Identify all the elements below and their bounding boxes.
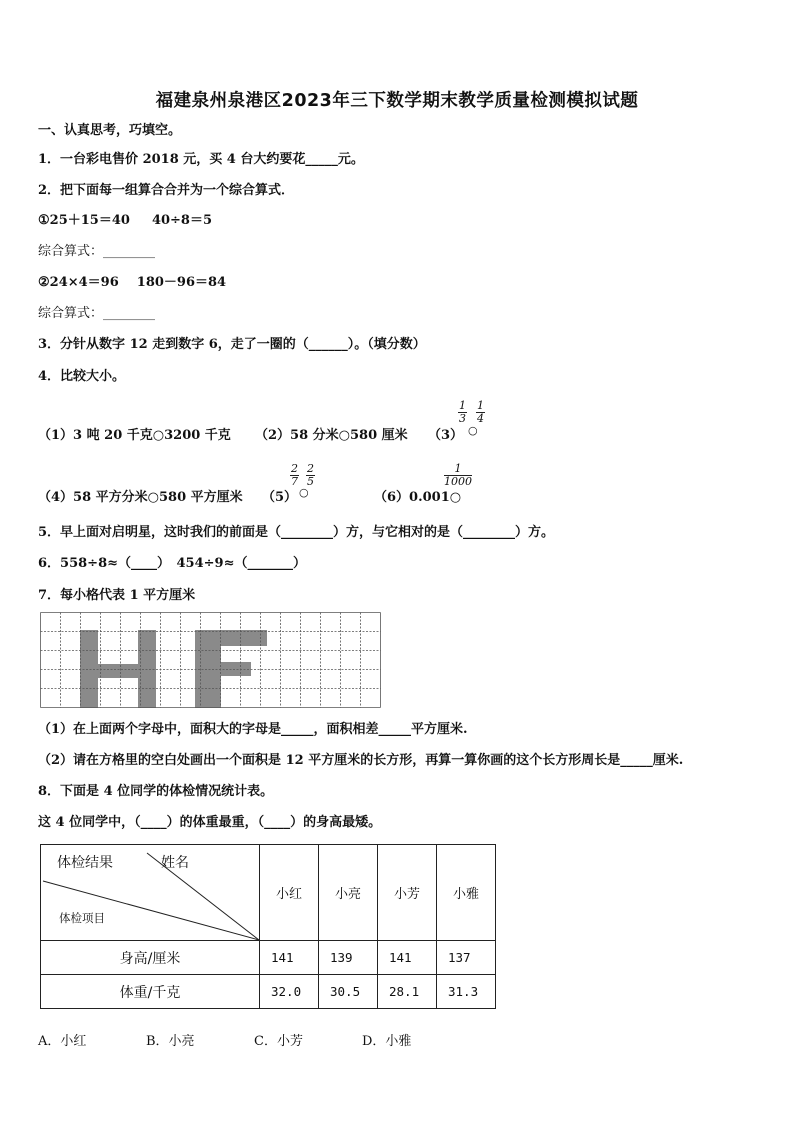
fraction-1-3 bbox=[458, 400, 467, 425]
q4-item-4: （4）58 平方分米○580 平方厘米 bbox=[38, 490, 243, 505]
table-row bbox=[41, 975, 496, 1009]
fraction-numerator: 1 bbox=[477, 399, 484, 412]
table-cell: 141 bbox=[378, 941, 437, 975]
fraction-1-1000 bbox=[444, 463, 472, 488]
table-cell: 30.5 bbox=[319, 975, 378, 1009]
letter-block bbox=[98, 664, 138, 678]
fraction-2-5 bbox=[306, 463, 315, 488]
row-label: 身高/厘米 bbox=[41, 941, 260, 975]
q2-answer-2: 综合算式：________ bbox=[38, 306, 156, 321]
table-header-row bbox=[41, 845, 496, 941]
q2-group-1-eq-b: 40÷8＝5 bbox=[151, 213, 213, 228]
header-item-label: 体检项目 bbox=[59, 911, 105, 925]
header-result-label: 体检结果 bbox=[57, 855, 113, 871]
q2-group-2-number: ② bbox=[38, 275, 50, 290]
fraction-1-4 bbox=[476, 400, 485, 425]
option-a: A．小红 bbox=[38, 1034, 87, 1049]
letter-cells bbox=[80, 630, 267, 708]
question-5: 5．早上面对启明星，这时我们的前面是（________）方，与它相对的是（________）方。 bbox=[38, 525, 555, 540]
diagonal-header-cell bbox=[41, 845, 260, 941]
option-b: B．小亮 bbox=[146, 1034, 195, 1049]
section-heading: 一、认真思考，巧填空。 bbox=[38, 123, 182, 138]
q4-item-6-label: （6）0.001○ bbox=[374, 490, 462, 505]
q2-group-2-eq-b: 180－96＝84 bbox=[136, 275, 227, 290]
name-cell: 小芳 bbox=[378, 845, 437, 941]
question-3: 3．分针从数字 12 走到数字 6，走了一圈的（______）。（填分数） bbox=[38, 337, 426, 352]
q2-group-1-eq-a: 25＋15＝40 bbox=[49, 213, 130, 228]
page-title: 福建泉州泉港区2023年三下数学期末教学质量检测模拟试题 bbox=[155, 91, 639, 111]
letter-block bbox=[80, 630, 98, 708]
q4-item-1: （1）3 吨 20 千克○3200 千克 bbox=[38, 428, 231, 443]
fraction-numerator: 1 bbox=[444, 463, 472, 476]
header-name-label: 姓名 bbox=[161, 855, 189, 871]
q4-item-2: （2）58 分米○580 厘米 bbox=[255, 428, 408, 443]
fraction-numerator: 1 bbox=[459, 399, 466, 412]
square-grid bbox=[40, 612, 382, 708]
q4-item-3-label: （3） bbox=[428, 428, 464, 443]
q2-group-1-number: ① bbox=[38, 213, 50, 228]
q7-sub-2: （2）请在方格里的空白处画出一个面积是 12 平方厘米的长方形，再算一算你画的这个长方形周长是_____厘米. bbox=[38, 753, 684, 768]
letter-block bbox=[221, 662, 251, 676]
name-cell: 小红 bbox=[260, 845, 319, 941]
fraction-numerator: 2 bbox=[307, 462, 314, 475]
letter-block bbox=[195, 630, 221, 708]
fraction-denominator: 3 bbox=[459, 412, 466, 425]
table-cell: 31.3 bbox=[437, 975, 496, 1009]
q2-group-2-eq-a: 24×4＝96 bbox=[49, 275, 119, 290]
row-label: 体重/千克 bbox=[41, 975, 260, 1009]
question-4: 4．比较大小。 bbox=[38, 369, 126, 384]
table-cell: 32.0 bbox=[260, 975, 319, 1009]
name-cell: 小雅 bbox=[437, 845, 496, 941]
option-d: D．小雅 bbox=[362, 1034, 412, 1049]
question-2: 2．把下面每一组算合合并为一个综合算式． bbox=[38, 183, 295, 198]
option-c: C．小芳 bbox=[254, 1034, 303, 1049]
q2-answer-1: 综合算式：________ bbox=[38, 244, 156, 259]
q2-group-1 bbox=[38, 209, 212, 228]
name-cell: 小亮 bbox=[319, 845, 378, 941]
question-7: 7．每小格代表 1 平方厘米 bbox=[38, 588, 196, 603]
fraction-denominator: 1000 bbox=[444, 475, 472, 488]
table-cell: 137 bbox=[437, 941, 496, 975]
fraction-numerator: 2 bbox=[291, 462, 298, 475]
q8-question: 这 4 位同学中，（____）的体重最重，（____）的身高最矮。 bbox=[38, 815, 382, 830]
q2-group-2 bbox=[38, 271, 226, 290]
fraction-2-7 bbox=[290, 463, 299, 488]
question-8: 8．下面是 4 位同学的体检情况统计表。 bbox=[38, 784, 274, 799]
fraction-denominator: 5 bbox=[307, 475, 314, 488]
fraction-denominator: 4 bbox=[477, 412, 484, 425]
health-check-table bbox=[40, 844, 496, 1009]
compare-circle: ○ bbox=[468, 424, 478, 437]
compare-circle: ○ bbox=[299, 486, 309, 499]
table-row bbox=[41, 941, 496, 975]
question-6: 6．558÷8≈（____） 454÷9≈（_______） bbox=[38, 556, 306, 571]
table-cell: 139 bbox=[319, 941, 378, 975]
q7-sub-1: （1）在上面两个字母中，面积大的字母是_____，面积相差_____平方厘米. bbox=[38, 722, 468, 737]
table-cell: 141 bbox=[260, 941, 319, 975]
fraction-denominator: 7 bbox=[291, 475, 298, 488]
question-1: 1．一台彩电售价 2018 元，买 4 台大约要花_____元。 bbox=[38, 152, 364, 167]
q4-item-5-label: （5） bbox=[262, 490, 298, 505]
table-cell: 28.1 bbox=[378, 975, 437, 1009]
